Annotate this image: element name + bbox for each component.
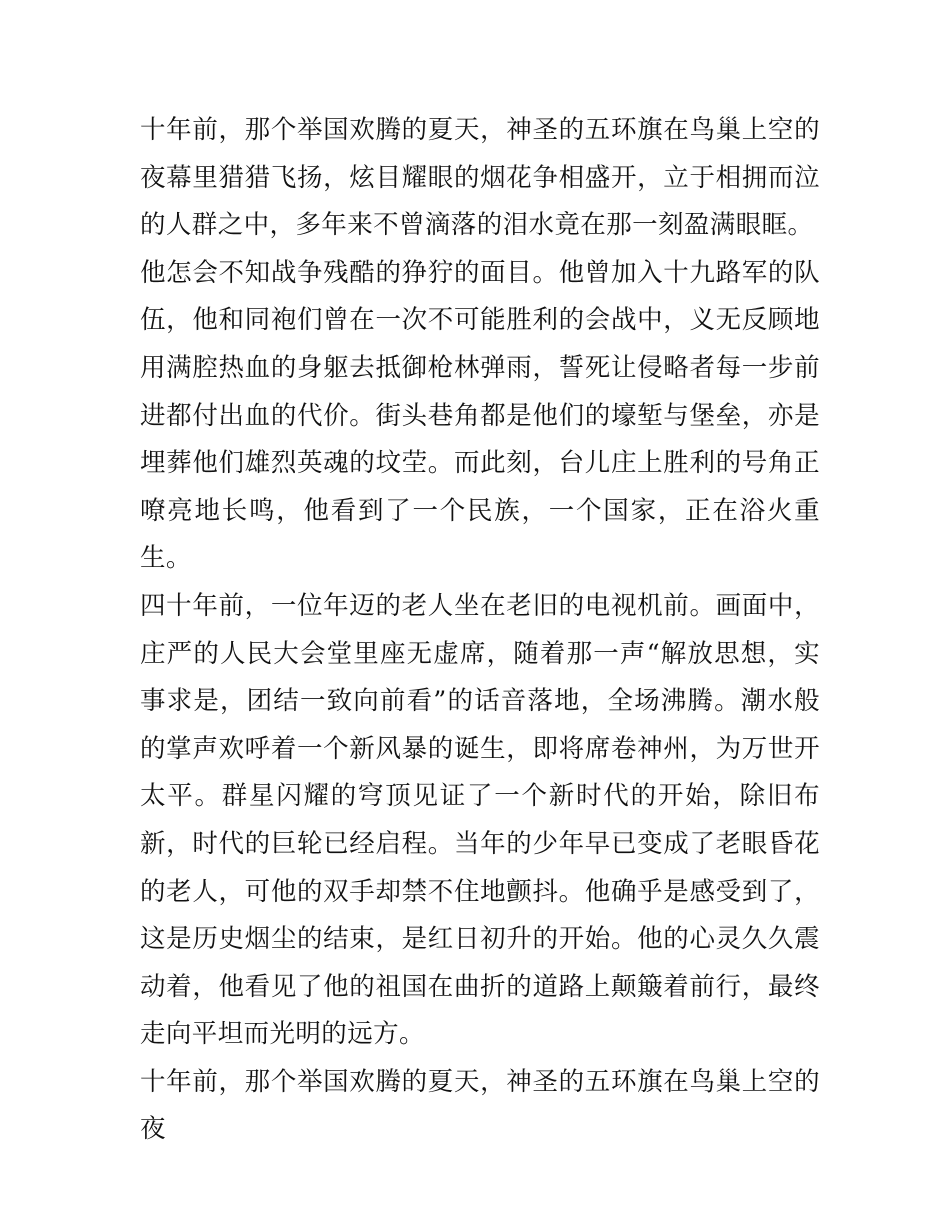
paragraph-3: 四十年前，一位年迈的老人坐在老旧的电视机前。画面中，庄严的人民大会堂里座无虚席，随着那一声“解放思想，实事求是，团结一致向前看”的话音落地，全场沸腾。潮水般的掌声欢呼着一个新风暴的诞生，即将席卷神州，为万世开太平。群星闪耀的穹顶见证了一个新时代的开始，除旧布新，时代的巨轮已经启程。当年的少年早已变成了老眼昏花的老人，可他的双手却禁不住地颤抖。他确乎是感受到了，这是历史烟尘的结束，是红日初升的开始。他的心灵久久震动着，他看见了他的祖国在曲折的道路上颠簸着前行，最终走向平坦而光明的远方。 [140,590,820,1050]
document-body [140,107,820,1154]
paragraph-1: 十年前，那个举国欢腾的夏天，神圣的五环旗在鸟巢上空的夜幕里猎猎飞扬，炫目耀眼的烟花争相盛开，立于相拥而泣的人群之中，多年来不曾滴落的泪水竟在那一刻盈满眼眶。 [140,115,820,241]
paragraph-4: 十年前，那个举国欢腾的夏天，神圣的五环旗在鸟巢上空的夜 [140,1066,820,1145]
paragraph-2: 他怎会不知战争残酷的狰狞的面目。他曾加入十九路军的队伍，他和同袍们曾在一次不可能胜利的会战中，义无反顾地用满腔热血的身躯去抵御枪林弹雨，誓死让侵略者每一步前进都付出血的代价。街头巷角都是他们的壕堑与堡垒，亦是埋葬他们雄烈英魂的坟茔。而此刻，台儿庄上胜利的号角正嘹亮地长鸣，他看到了一个民族，一个国家，正在浴火重生。 [140,257,820,574]
